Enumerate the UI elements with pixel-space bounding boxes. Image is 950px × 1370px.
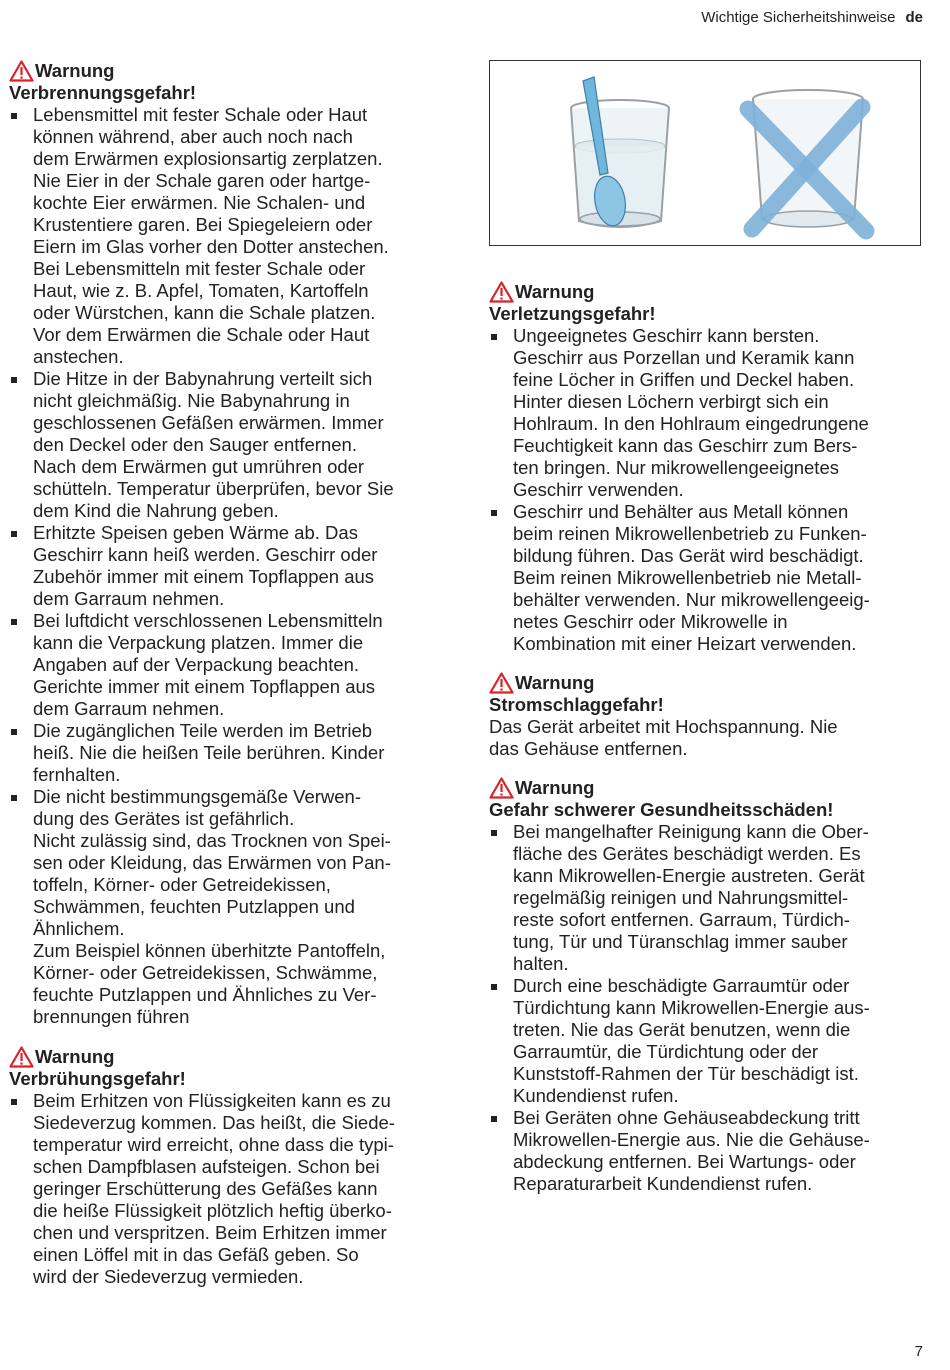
scald-items-list xyxy=(9,1090,449,1288)
list-item xyxy=(9,104,449,368)
injury-warning-section xyxy=(489,281,927,655)
list-item xyxy=(489,975,927,1107)
list-item-text: Bei Geräten ohne Gehäuseabdeckung tritt Mikrowellen-Energie aus. Nie die Gehäuse- abdeckung entfernen. Bei Wartungs- oder Reparaturarbeit Kundendienst rufen. xyxy=(513,1107,870,1194)
shock-text: Das Gerät arbeitet mit Hochspannung. Nie das Gehäuse entfernen. xyxy=(489,716,838,759)
warning-label: Warnung xyxy=(515,672,595,693)
warning-triangle-icon xyxy=(9,1046,34,1068)
list-item xyxy=(489,1107,927,1195)
right-column xyxy=(489,60,927,1208)
warning-triangle-icon xyxy=(489,281,514,303)
list-item-text: Beim Erhitzen von Flüssigkeiten kann es zu Siedeverzug kommen. Das heißt, die Siede- temperatur wird erreicht, ohne dass die typi- schen Dampfblasen aufsteigen. Schon bei geringer Erschütterung des Gefäßes kann die heiße Flüssigkeit plötzlich heftig überko- chen und verspritzen. Beim Erhitzen immer einen Löffel mit in das Gefäß geben. So wird der Siedeverzug vermieden. xyxy=(33,1090,395,1287)
list-item-text: Die nicht bestimmungsgemäße Verwen- dung des Gerätes ist gefährlich. Nicht zulässig sind, das Trocknen von Spei- sen oder Kleidung, das Erwärmen von Pan- toffeln, Körner- oder Getreidekissen, Schwämmen, feuchten Putzlappen und Ähnlichem. Zum Beispiel können überhitzte Pantoffeln, Körner- oder Getreidekissen, Schwämme, feuchte Putzlappen und Ähnliches zu Ver- brennungen führen xyxy=(33,786,391,1027)
header-title: Wichtige Sicherheitshinweise xyxy=(701,9,896,26)
warning-triangle-icon xyxy=(9,60,34,82)
warning-heading xyxy=(9,60,449,82)
hazard-title: Stromschlaggefahr! xyxy=(489,694,664,715)
list-item-text: Bei luftdicht verschlossenen Lebensmitteln kann die Verpackung platzen. Immer die Angaben auf der Verpackung beachten. Gerichte immer mit einem Topflappen aus dem Garraum nehmen. xyxy=(33,610,383,719)
list-item xyxy=(9,522,449,610)
list-item xyxy=(489,821,927,975)
warning-heading xyxy=(489,672,927,694)
list-item xyxy=(489,325,927,501)
hazard-title: Gefahr schwerer Gesundheitsschäden! xyxy=(489,799,834,820)
list-item-text: Geschirr und Behälter aus Metall können beim reinen Mikrowellenbetrieb zu Funken- bildung führen. Das Gerät wird beschädigt. Beim reinen Mikrowellenbetrieb nie Metall- behälter verwenden. Nur mikrowellengeeig- netes Geschirr oder Mikrowelle in Kombination mit einer Heizart verwenden. xyxy=(513,501,870,654)
list-item xyxy=(9,610,449,720)
list-item xyxy=(9,720,449,786)
glass-spoon-illustration xyxy=(489,60,921,246)
list-item xyxy=(9,1090,449,1288)
list-item-text: Ungeeignetes Geschirr kann bersten. Geschirr aus Porzellan und Keramik kann feine Löcher in Griffen und Deckel haben. Hinter diesen Löchern verbirgt sich ein Hohlraum. In den Hohlraum eingedrungene Feuchtigkeit kann das Geschirr zum Bers- ten bringen. Nur mikrowellengeeignetes Geschirr verwenden. xyxy=(513,325,869,500)
list-item-text: Erhitzte Speisen geben Wärme ab. Das Geschirr kann heiß werden. Geschirr oder Zubehör immer mit einem Topflappen aus dem Garraum nehmen. xyxy=(33,522,378,609)
injury-items-list xyxy=(489,325,927,655)
list-item xyxy=(489,501,927,655)
burn-items-list xyxy=(9,104,449,1028)
warning-heading xyxy=(489,281,927,303)
warning-label: Warnung xyxy=(515,777,595,798)
shock-warning-section xyxy=(489,672,927,760)
warning-label: Warnung xyxy=(35,60,115,81)
left-column xyxy=(9,60,449,1301)
language-code: de xyxy=(905,9,923,26)
glass-with-spoon-icon xyxy=(571,77,669,228)
list-item xyxy=(9,368,449,522)
health-items-list xyxy=(489,821,927,1195)
burn-warning-section xyxy=(9,60,449,1028)
glass-illustration-svg xyxy=(490,61,922,247)
scald-warning-section xyxy=(9,1046,449,1288)
list-item-text: Die zugänglichen Teile werden im Betrieb heiß. Nie die heißen Teile berühren. Kinder fernhalten. xyxy=(33,720,385,785)
hazard-title: Verletzungsgefahr! xyxy=(489,303,656,324)
list-item-text: Bei mangelhafter Reinigung kann die Ober- fläche des Gerätes beschädigt werden. Es kann Mikrowellen-Energie austreten. Gerät regelmäßig reinigen und Nahrungsmittel- reste sofort entfernen. Garraum, Türdich- tung, Tür und Türanschlag immer sauber halten. xyxy=(513,821,869,974)
page-number: 7 xyxy=(914,1343,923,1360)
warning-heading xyxy=(9,1046,449,1068)
list-item-text: Lebensmittel mit fester Schale oder Haut können während, aber auch noch nach dem Erwärmen explosionsartig zerplatzen. Nie Eier in der Schale garen oder hartge- kochte Eier erwärmen. Nie Schalen- und Krustentiere garen. Bei Spiegeleiern oder Eiern im Glas vorher den Dotter anstechen. Bei Lebensmitteln mit fester Schale oder Haut, wie z. B. Apfel, Tomaten, Kartoffeln oder Würstchen, kann die Schale platzen. Vor dem Erwärmen die Schale oder Haut anstechen. xyxy=(33,104,389,367)
warning-label: Warnung xyxy=(515,281,595,302)
warning-triangle-icon xyxy=(489,777,514,799)
warning-label: Warnung xyxy=(35,1046,115,1067)
page-header xyxy=(701,9,923,26)
hazard-title: Verbrühungsgefahr! xyxy=(9,1068,186,1089)
warning-triangle-icon xyxy=(489,672,514,694)
hazard-title: Verbrennungsgefahr! xyxy=(9,82,197,103)
health-warning-section xyxy=(489,777,927,1195)
list-item-text: Die Hitze in der Babynahrung verteilt sich nicht gleichmäßig. Nie Babynahrung in geschlossenen Gefäßen erwärmen. Immer den Deckel oder den Sauger entfernen. Nach dem Erwärmen gut umrühren oder schütteln. Temperatur überprüfen, bevor Sie dem Kind die Nahrung geben. xyxy=(33,368,394,521)
list-item xyxy=(9,786,449,1028)
warning-heading xyxy=(489,777,927,799)
list-item-text: Durch eine beschädigte Garraumtür oder Türdichtung kann Mikrowellen-Energie aus- treten. Nie das Gerät benutzen, wenn die Garraumtür, die Türdichtung oder der Kunststoff-Rahmen der Tür beschädigt ist. Kundendienst rufen. xyxy=(513,975,870,1106)
